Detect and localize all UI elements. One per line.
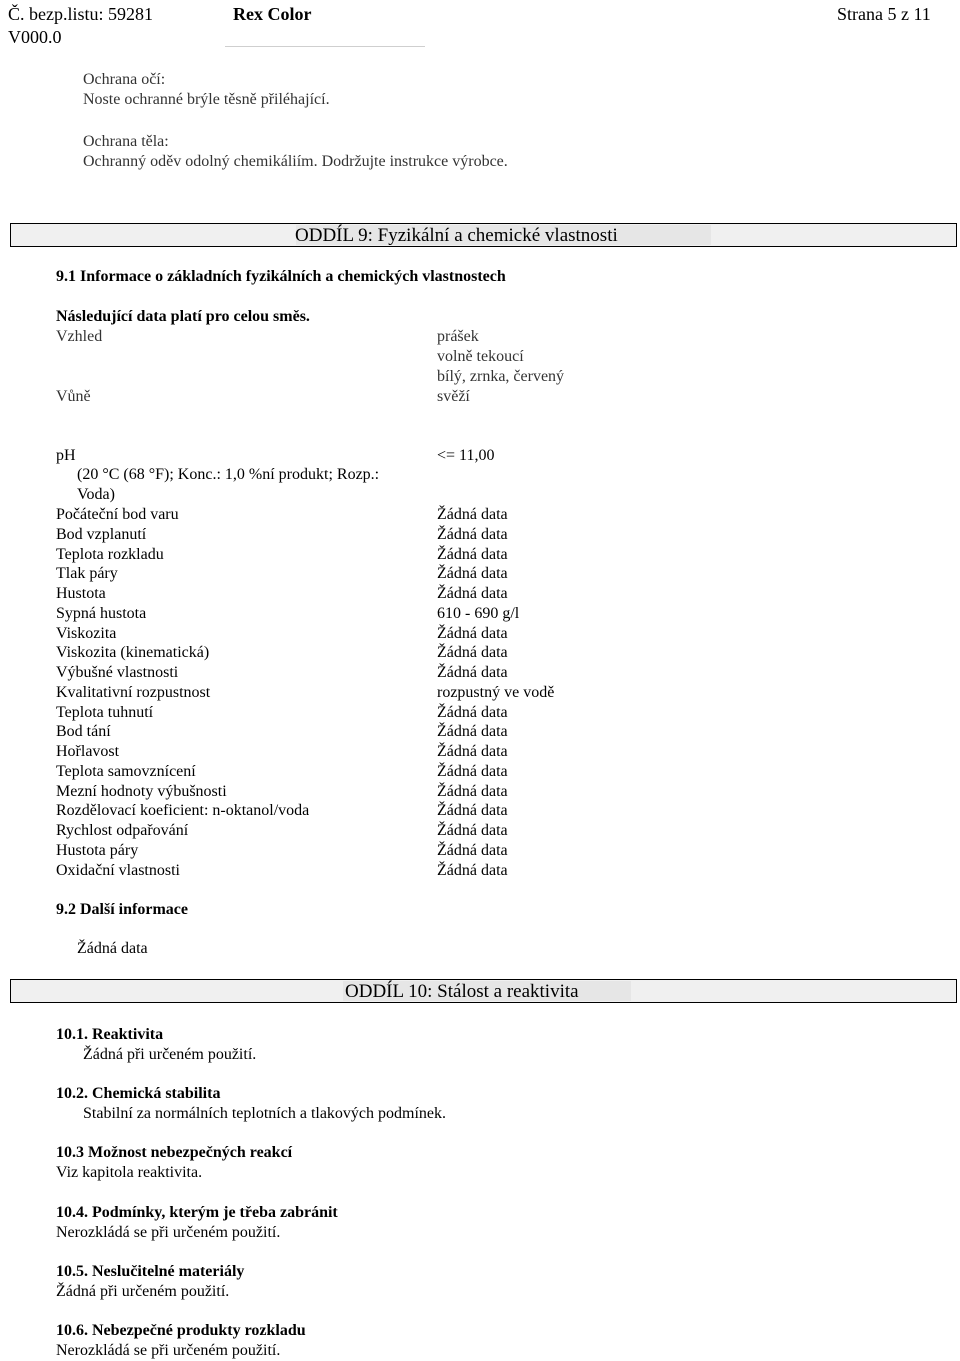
hazardous-reactions-title: 10.3 Možnost nebezpečných reakcí bbox=[56, 1144, 293, 1161]
reactivity-text: Žádná při určeném použití. bbox=[83, 1046, 257, 1063]
property-label: Viskozita (kinematická) bbox=[56, 644, 210, 661]
odor-label: Vůně bbox=[56, 388, 91, 405]
appearance-label: Vzhled bbox=[56, 328, 103, 345]
ph-condition-note: Voda) bbox=[77, 486, 115, 503]
section10-title: ODDÍL 10: Stálost a reaktivita bbox=[345, 981, 579, 1002]
ph-condition-note: (20 °C (68 °F); Konc.: 1,0 %ní produkt; Rozp.: bbox=[77, 466, 380, 483]
reactivity-title: 10.1. Reaktivita bbox=[56, 1026, 164, 1043]
property-label: Tlak páry bbox=[56, 565, 118, 582]
sheet-number: Č. bezp.listu: 59281 bbox=[8, 4, 153, 24]
property-value: Žádná data bbox=[437, 783, 508, 800]
version: V000.0 bbox=[8, 27, 62, 47]
ph-label: pH bbox=[56, 447, 76, 464]
property-label: Počáteční bod varu bbox=[56, 506, 179, 523]
property-value: Žádná data bbox=[437, 723, 508, 740]
property-label: Bod tání bbox=[56, 723, 111, 740]
product-name: Rex Color bbox=[233, 4, 312, 24]
property-label: Kvalitativní rozpustnost bbox=[56, 684, 211, 701]
further-info-text: Žádná data bbox=[77, 940, 148, 957]
page-number: Strana 5 z 11 bbox=[837, 4, 931, 24]
decomposition-products-title: 10.6. Nebezpečné produkty rozkladu bbox=[56, 1322, 306, 1339]
property-label: Teplota rozkladu bbox=[56, 546, 164, 563]
property-label: Viskozita bbox=[56, 625, 117, 642]
property-value: Žádná data bbox=[437, 546, 508, 563]
property-value: Žádná data bbox=[437, 822, 508, 839]
property-label: Rozdělovací koeficient: n-oktanol/voda bbox=[56, 802, 310, 819]
property-label: Mezní hodnoty výbušnosti bbox=[56, 783, 227, 800]
property-value: Žádná data bbox=[437, 585, 508, 602]
chemical-stability-text: Stabilní za normálních teplotních a tlakových podmínek. bbox=[83, 1105, 447, 1122]
property-label: Hořlavost bbox=[56, 743, 120, 760]
body-protection-title: Ochrana těla: bbox=[83, 133, 169, 150]
property-label: Hustota bbox=[56, 585, 106, 602]
property-value: Žádná data bbox=[437, 644, 508, 661]
property-value: Žádná data bbox=[437, 664, 508, 681]
appearance-value: bílý, zrnka, červený bbox=[437, 368, 565, 385]
subsection-9-2-title: 9.2 Další informace bbox=[56, 901, 188, 918]
chemical-stability-title: 10.2. Chemická stabilita bbox=[56, 1085, 221, 1102]
eye-protection-title: Ochrana očí: bbox=[83, 71, 166, 88]
applies-to-mixture: Následující data platí pro celou směs. bbox=[56, 308, 310, 325]
eye-protection-text: Noste ochranné brýle těsně přiléhající. bbox=[83, 91, 330, 108]
property-value: Žádná data bbox=[437, 743, 508, 760]
property-value: Žádná data bbox=[437, 802, 508, 819]
property-value: Žádná data bbox=[437, 842, 508, 859]
property-label: Bod vzplanutí bbox=[56, 526, 147, 543]
property-label: Oxidační vlastnosti bbox=[56, 862, 180, 879]
property-label: Výbušné vlastnosti bbox=[56, 664, 179, 681]
property-value: Žádná data bbox=[437, 565, 508, 582]
property-label: Teplota samovznícení bbox=[56, 763, 196, 780]
subsection-9-1-title: 9.1 Informace o základních fyzikálních a chemických vlastnostech bbox=[56, 268, 506, 285]
appearance-value: volně tekoucí bbox=[437, 348, 524, 365]
property-value: rozpustný ve vodě bbox=[437, 684, 555, 701]
conditions-to-avoid-title: 10.4. Podmínky, kterým je třeba zabránit bbox=[56, 1204, 338, 1221]
property-value: Žádná data bbox=[437, 506, 508, 523]
odor-value: svěží bbox=[437, 388, 470, 405]
section9-title: ODDÍL 9: Fyzikální a chemické vlastnosti bbox=[295, 225, 618, 246]
hazardous-reactions-text: Viz kapitola reaktivita. bbox=[56, 1164, 203, 1181]
property-value: Žádná data bbox=[437, 763, 508, 780]
header-rule bbox=[225, 46, 425, 47]
conditions-to-avoid-text: Nerozkládá se při určeném použití. bbox=[56, 1224, 281, 1241]
decomposition-products-text: Nerozkládá se při určeném použití. bbox=[56, 1342, 281, 1359]
property-label: Hustota páry bbox=[56, 842, 139, 859]
incompatible-materials-text: Žádná při určeném použití. bbox=[56, 1283, 230, 1300]
property-value: Žádná data bbox=[437, 526, 508, 543]
property-value: Žádná data bbox=[437, 625, 508, 642]
property-label: Sypná hustota bbox=[56, 605, 147, 622]
incompatible-materials-title: 10.5. Neslučitelné materiály bbox=[56, 1263, 245, 1280]
property-label: Teplota tuhnutí bbox=[56, 704, 154, 721]
property-value: Žádná data bbox=[437, 862, 508, 879]
body-protection-text: Ochranný oděv odolný chemikáliím. Dodržujte instrukce výrobce. bbox=[83, 153, 508, 170]
property-label: Rychlost odpařování bbox=[56, 822, 189, 839]
property-value: Žádná data bbox=[437, 704, 508, 721]
ph-value: <= 11,00 bbox=[437, 447, 495, 464]
appearance-value: prášek bbox=[437, 328, 479, 345]
property-value: 610 - 690 g/l bbox=[437, 605, 520, 622]
